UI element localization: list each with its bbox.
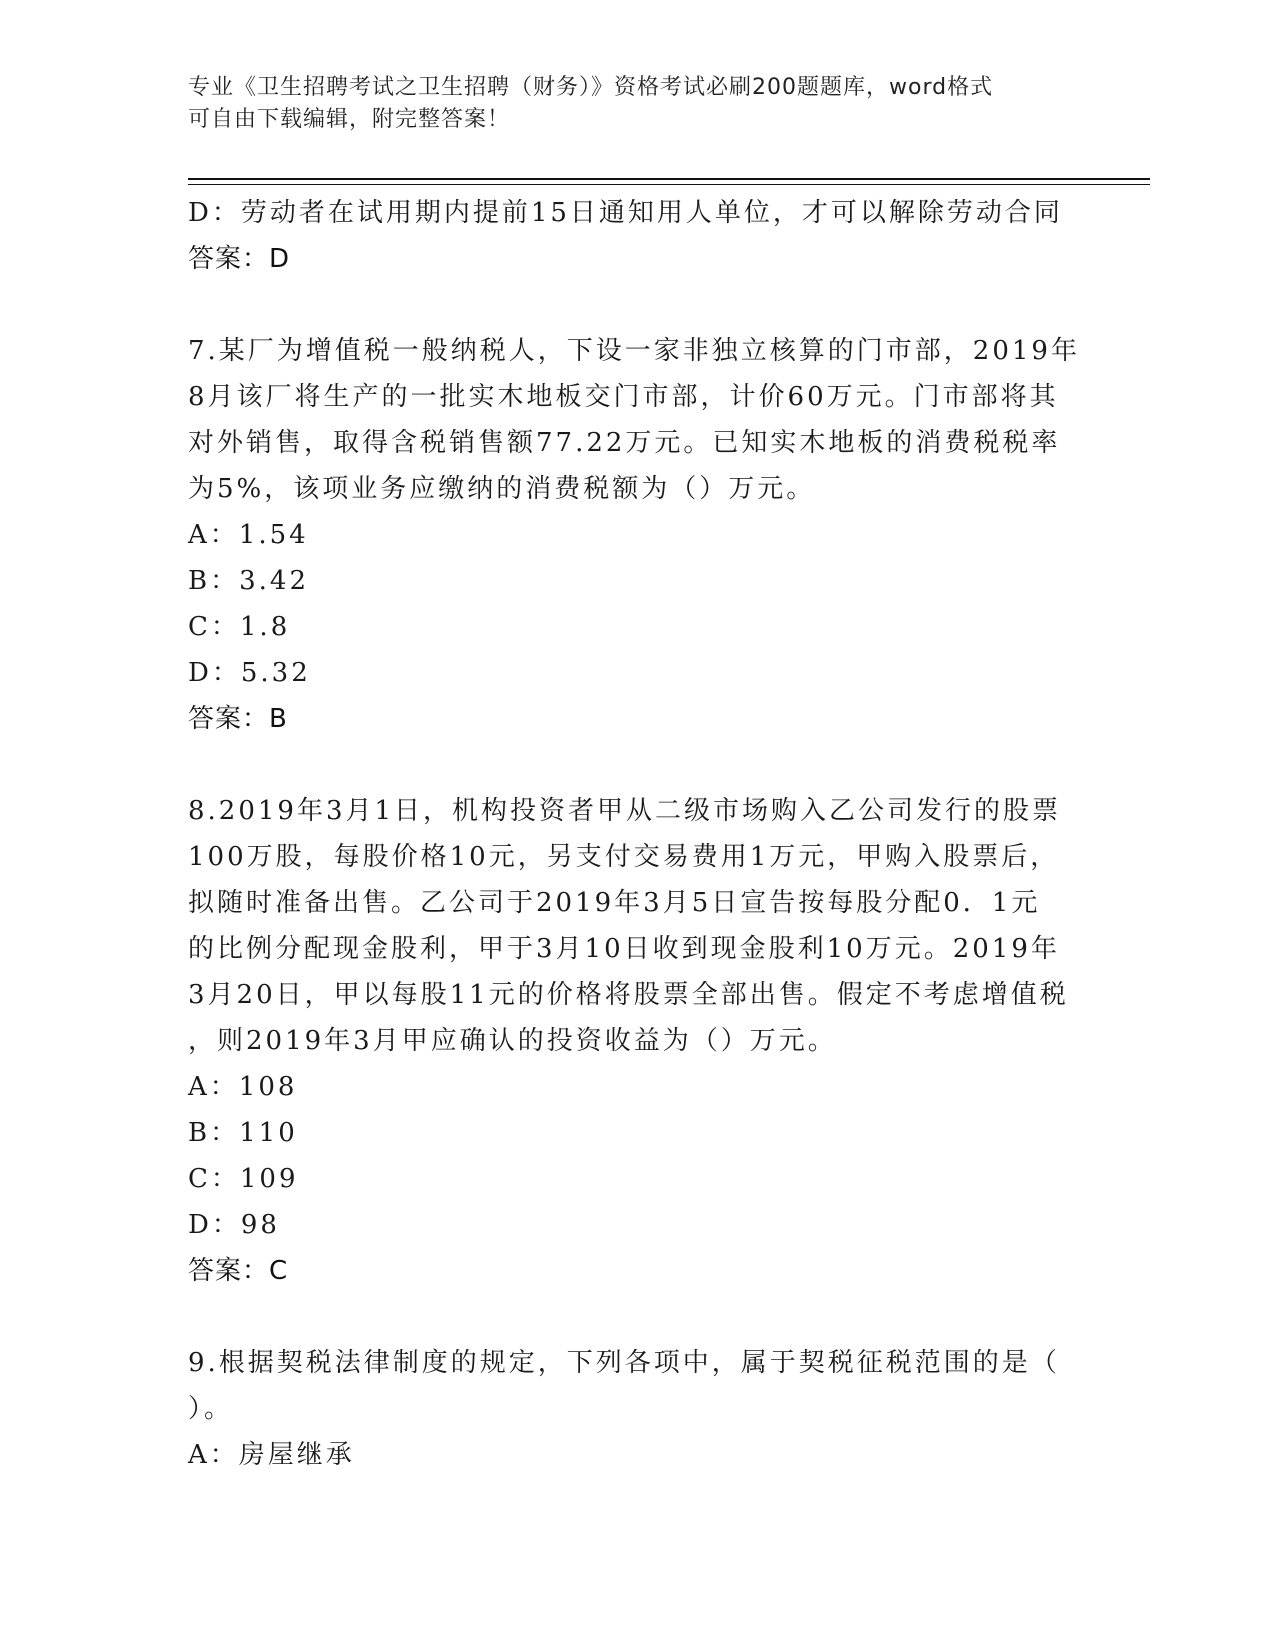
option-d: D：98 [188,1210,280,1240]
answer: 答案：C [188,1256,289,1286]
answer: 答案：B [188,704,288,734]
page-header [188,72,1088,136]
option-a: A：1.54 [188,520,309,550]
header-divider-thin [188,184,1150,185]
header-line-2: 可自由下载编辑，附完整答案！ [188,107,511,132]
question-7 [188,328,1088,742]
header-divider-thick [188,178,1150,180]
question-stem-line: 3月20日，甲以每股11元的价格将股票全部出售。假定不考虑增值税 [188,980,1069,1010]
option-c: C：109 [188,1164,299,1194]
option-a: A：108 [188,1072,298,1102]
question-stem-line: 对外销售，取得含税销售额77.22万元。已知实木地板的消费税税率 [188,428,1061,458]
option-a: A：房屋继承 [188,1440,355,1470]
question-stem-line: 8月该厂将生产的一批实木地板交门市部，计价60万元。门市部将其 [188,382,1059,412]
option-d: D：劳动者在试用期内提前15日通知用人单位，才可以解除劳动合同 [188,198,1063,228]
question-stem-line: ，则2019年3月甲应确认的投资收益为（）万元。 [188,1026,837,1056]
question-stem-line: ）。 [188,1394,234,1424]
question-stem-line: 8.2019年3月1日，机构投资者甲从二级市场购入乙公司发行的股票 [188,796,1062,826]
question-stem-line: 7.某厂为增值税一般纳税人，下设一家非独立核算的门市部，2019年 [188,336,1080,366]
question-8 [188,788,1088,1294]
header-line-1: 专业《卫生招聘考试之卫生招聘（财务）》资格考试必刷200题题库，word格式 [188,75,994,100]
spacer [188,282,1088,328]
document-body [188,190,1088,1478]
question-stem-line: 为5%，该项业务应缴纳的消费税额为（）万元。 [188,474,816,504]
question-stem-line: 的比例分配现金股利，甲于3月10日收到现金股利10万元。2019年 [188,934,1060,964]
prev-question-tail [188,190,1088,282]
option-b: B：110 [188,1118,298,1148]
option-d: D：5.32 [188,658,311,688]
option-b: B：3.42 [188,566,309,596]
question-9 [188,1340,1088,1478]
question-stem-line: 拟随时准备出售。乙公司于2019年3月5日宣告按每股分配0．1元 [188,888,1041,918]
option-c: C：1.8 [188,612,291,642]
question-stem-line: 100万股，每股价格10元，另支付交易费用1万元，甲购入股票后， [188,842,1060,872]
question-stem-line: 9.根据契税法律制度的规定，下列各项中，属于契税征税范围的是（ [188,1348,1060,1378]
spacer [188,742,1088,788]
answer: 答案：D [188,244,291,274]
spacer [188,1294,1088,1340]
